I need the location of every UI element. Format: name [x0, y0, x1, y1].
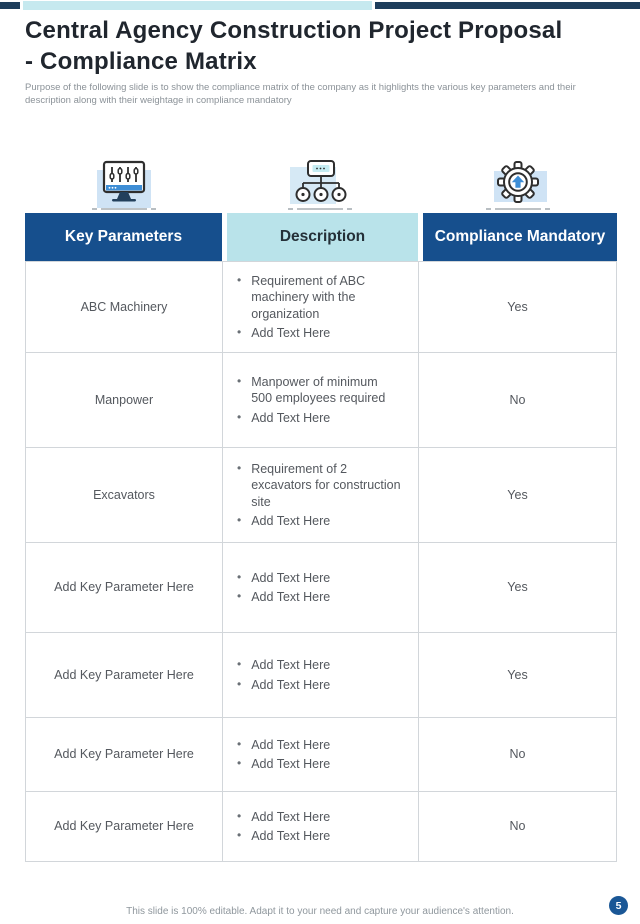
topbar-accent-cyan	[23, 1, 372, 10]
description-cell	[222, 447, 418, 542]
bullet-text: Requirement of 2 excavators for construction site	[251, 462, 401, 509]
description-cell	[222, 717, 418, 791]
param-cell: Add Key Parameter Here	[25, 717, 222, 791]
bullet-list	[237, 273, 401, 341]
mandatory-cell: No	[418, 352, 617, 447]
param-cell: ABC Machinery	[25, 261, 222, 352]
description-cell	[222, 542, 418, 632]
bullet-text: Add Text Here	[251, 570, 331, 585]
page-subtitle: Purpose of the following slide is to show the compliance matrix of the company as it highlights the various key parameters and their description along with their weightage in compliance mandatory	[25, 82, 576, 106]
topbar-accent-left	[0, 2, 20, 9]
param-cell: Manpower	[25, 352, 222, 447]
bullet-text: Add Text Here	[251, 590, 331, 604]
mandatory-cell: No	[418, 717, 617, 791]
bullet-text: Add Text Here	[251, 513, 331, 528]
bullet-icon: •	[237, 374, 242, 389]
bullet-icon: •	[237, 461, 242, 475]
column-header-compliance-mandatory: Compliance Mandatory	[418, 213, 617, 261]
bullet-list	[237, 374, 401, 426]
page-number-badge: 5	[609, 896, 628, 915]
column-header-description: Description	[222, 213, 418, 261]
bullet-list	[237, 809, 330, 845]
bullet-text: Add Text Here	[251, 757, 331, 771]
mandatory-cell: Yes	[418, 542, 617, 632]
bullet-list	[237, 657, 330, 693]
page-title-line1: Central Agency Construction Project Proposal	[25, 17, 563, 44]
bullet-text: Add Text Here	[251, 829, 331, 843]
bullet-icon: •	[237, 676, 242, 691]
column-header-key-parameters: Key Parameters	[25, 213, 222, 261]
bullet-text: Add Text Here	[251, 658, 331, 673]
description-cell	[222, 261, 418, 352]
param-cell: Add Key Parameter Here	[25, 542, 222, 632]
gear-upload-icon	[418, 158, 617, 212]
column-icons-row	[25, 158, 617, 212]
bullet-text: Manpower of minimum 500 employees required	[251, 375, 386, 406]
bullet-text: Add Text Here	[251, 737, 331, 752]
bullet-icon: •	[237, 657, 242, 672]
topbar-accent-right	[375, 2, 640, 9]
page-title	[25, 15, 625, 77]
page-title-line2: - Compliance Matrix	[25, 48, 257, 76]
bullet-icon: •	[237, 512, 242, 527]
bullet-text: Add Text Here	[251, 677, 331, 692]
footer-note: This slide is 100% editable. Adapt it to your need and capture your audience's attention.	[126, 906, 514, 917]
bullet-icon: •	[237, 409, 242, 424]
bullet-list	[237, 737, 330, 773]
bullet-icon: •	[237, 736, 242, 751]
bullet-list	[237, 570, 330, 606]
param-cell: Add Key Parameter Here	[25, 632, 222, 717]
bullet-list	[237, 461, 401, 529]
bullet-icon: •	[237, 324, 242, 339]
param-cell: Excavators	[25, 447, 222, 542]
bullet-text: Add Text Here	[251, 325, 331, 340]
bullet-text: Add Text Here	[251, 809, 331, 824]
description-cell	[222, 791, 418, 862]
description-cell	[222, 352, 418, 447]
equalizer-monitor-icon	[25, 158, 222, 212]
bullet-icon: •	[237, 589, 242, 603]
mandatory-cell: Yes	[418, 447, 617, 542]
bullet-text: Requirement of ABC machinery with the organization	[251, 274, 366, 321]
bullet-icon: •	[237, 756, 242, 770]
bullet-icon: •	[237, 569, 242, 584]
bullet-icon: •	[237, 273, 242, 287]
description-cell	[222, 632, 418, 717]
mandatory-cell: Yes	[418, 261, 617, 352]
bullet-icon: •	[237, 808, 242, 823]
mandatory-cell: Yes	[418, 632, 617, 717]
org-chart-icon	[222, 158, 418, 212]
mandatory-cell: No	[418, 791, 617, 862]
bullet-text: Add Text Here	[251, 410, 331, 425]
bullet-icon: •	[237, 828, 242, 842]
compliance-matrix-table	[25, 213, 617, 862]
param-cell: Add Key Parameter Here	[25, 791, 222, 862]
